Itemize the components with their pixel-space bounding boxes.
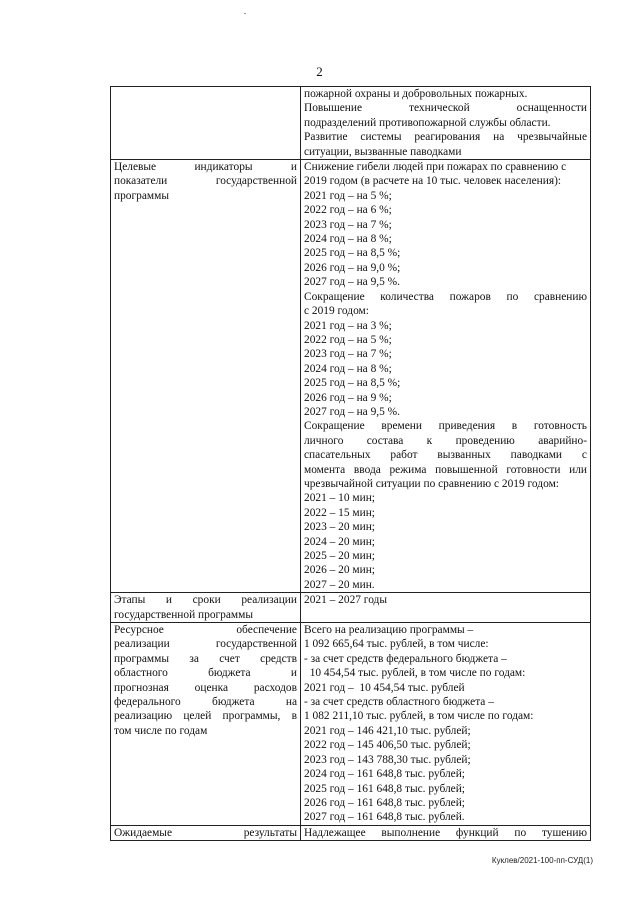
scan-speck xyxy=(244,13,246,14)
text-line: 2026 год – на 9 %; xyxy=(304,391,392,404)
text-line: 2027 год – 161 648,8 тыс. рублей. xyxy=(304,811,465,824)
text-line: 2025 год – на 8,5 %; xyxy=(304,247,401,260)
text-line: 1 092 665,64 тыс. рублей, в том числе: xyxy=(304,638,489,651)
stages-label-cell xyxy=(111,593,301,623)
indicators-label-cell xyxy=(111,160,301,593)
text-line: 2027 год – на 9,5 %. xyxy=(304,405,400,418)
text-line: 2021 год – на 5 %; xyxy=(304,189,392,202)
document-footer-code: Куклев/2021-100-пп-СУД(1) xyxy=(491,856,593,865)
text-line: 2021 год – на 3 %; xyxy=(304,319,392,332)
resources-value-cell xyxy=(301,623,591,826)
text-line: Повышение технической оснащенности xyxy=(304,102,587,115)
text-line: 2026 год – на 9,0 %; xyxy=(304,261,401,274)
text-line: - за счет средств областного бюджета – xyxy=(304,696,494,709)
text-line: личного состава к проведению аварийно- xyxy=(304,434,587,447)
label-line: программы xyxy=(114,189,169,202)
label-line: прогнозная оценка расходов xyxy=(114,681,297,694)
text-line: Надлежащее выполнение функций по тушению xyxy=(304,826,587,839)
text-line: 2025 год – 161 648,8 тыс. рублей; xyxy=(304,782,465,795)
text-line: 2022 год – на 6 %; xyxy=(304,204,392,217)
results-value-cell xyxy=(301,825,591,840)
text-line: 2025 год – на 8,5 %; xyxy=(304,377,401,390)
text-line: 2021 – 2027 годы xyxy=(304,594,388,607)
label-line: показатели государственной xyxy=(114,175,297,188)
page-number: 2 xyxy=(316,64,323,79)
table-row-resources xyxy=(111,623,591,826)
text-line: 2023 год – на 7 %; xyxy=(304,218,392,231)
passport-table xyxy=(110,86,591,841)
text-line: Сокращение количества пожаров по сравнению xyxy=(304,290,587,303)
table-row-results xyxy=(111,825,591,840)
text-line: 2026 год – 161 648,8 тыс. рублей; xyxy=(304,796,465,809)
resources-label-cell xyxy=(111,623,301,826)
label-line: государственной программы xyxy=(114,608,254,621)
label-line: программы за счет средств xyxy=(114,652,297,665)
text-line: ситуации, вызванные паводками xyxy=(304,145,462,158)
text-line: 2022 год – на 5 %; xyxy=(304,333,392,346)
label-line: Ресурсное обеспечение xyxy=(114,624,297,637)
table-row-stages xyxy=(111,593,591,623)
tasks-label-cell xyxy=(111,87,301,160)
text-line: 2024 – 20 мин; xyxy=(304,535,375,548)
label-line: реализацию целей программы, в xyxy=(114,710,297,723)
text-line: 10 454,54 тыс. рублей, в том числе по годам: xyxy=(304,667,526,680)
text-line: - за счет средств федерального бюджета – xyxy=(304,652,507,665)
results-label-cell xyxy=(111,825,301,840)
text-line: 2023 – 20 мин; xyxy=(304,521,375,534)
table-row-indicators xyxy=(111,160,591,593)
text-line: 2027 – 20 мин. xyxy=(304,578,375,591)
label-line: том числе по годам xyxy=(114,724,208,737)
text-line: 2022 год – 145 406,50 тыс. рублей; xyxy=(304,739,471,752)
table-row-tasks xyxy=(111,87,591,160)
text-line: 2021 – 10 мин; xyxy=(304,492,375,505)
text-line: 2024 год – на 8 %; xyxy=(304,362,392,375)
text-line: подразделений противопожарной службы области. xyxy=(304,116,551,129)
stages-value-cell xyxy=(301,593,591,623)
text-line: 2021 год – 146 421,10 тыс. рублей; xyxy=(304,724,471,737)
text-line: 1 082 211,10 тыс. рублей, в том числе по годам: xyxy=(304,710,534,723)
text-line: с 2019 годом: xyxy=(304,305,369,318)
text-line: Всего на реализацию программы – xyxy=(304,624,474,637)
text-line: 2023 год – 143 788,30 тыс. рублей; xyxy=(304,753,471,766)
text-line: 2022 – 15 мин; xyxy=(304,506,375,519)
indicators-value-cell xyxy=(301,160,591,593)
tasks-value-cell xyxy=(301,87,591,160)
text-line: чрезвычайной ситуации по сравнению с 2019 годом: xyxy=(304,477,559,490)
label-line: федерального бюджета на xyxy=(114,696,297,709)
text-line: Сокращение времени приведения в готовность xyxy=(304,420,587,433)
text-line: Снижение гибели людей при пожарах по сравнению с xyxy=(304,161,567,174)
text-line: 2024 год – 161 648,8 тыс. рублей; xyxy=(304,768,465,781)
label-line: Этапы и сроки реализации xyxy=(114,594,297,607)
label-line: Ожидаемые результаты xyxy=(114,826,297,839)
text-line: пожарной охраны и добровольных пожарных. xyxy=(304,88,528,100)
text-line: Развитие системы реагирования на чрезвычайные xyxy=(304,131,587,144)
label-line: реализации государственной xyxy=(114,638,297,651)
text-line: 2027 год – на 9,5 %. xyxy=(304,276,400,289)
label-line: областного бюджета и xyxy=(114,667,297,680)
text-line: 2021 год – 10 454,54 тыс. рублей xyxy=(304,681,465,694)
text-line: 2019 годом (в расчете на 10 тыс. человек населения): xyxy=(304,175,562,188)
text-line: момента ввода режима повышенной готовности или xyxy=(304,463,587,476)
text-line: 2025 – 20 мин; xyxy=(304,550,375,562)
label-line: Целевые индикаторы и xyxy=(114,161,297,174)
text-line: 2024 год – на 8 %; xyxy=(304,233,392,246)
text-line: спасательных работ вызванных паводками с xyxy=(304,449,587,462)
text-line: 2026 – 20 мин; xyxy=(304,564,375,577)
text-line: 2023 год – на 7 %; xyxy=(304,348,392,361)
